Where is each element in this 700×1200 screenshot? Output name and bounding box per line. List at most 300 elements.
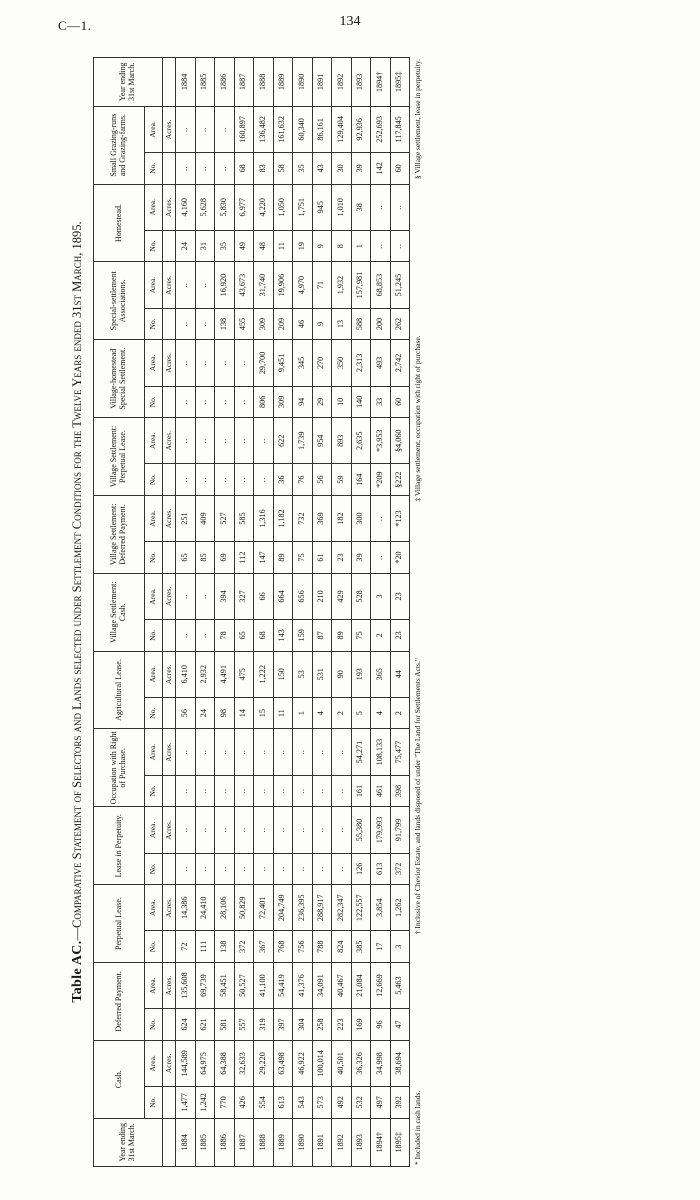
cell-cash-area: 64,975 bbox=[195, 1040, 215, 1086]
cell-ssa-no: 309 bbox=[254, 308, 274, 340]
cell-cash-area: 100,014 bbox=[312, 1040, 332, 1086]
cell-leaseperp-area: 91,799 bbox=[390, 807, 410, 853]
cell-perpetual-no: 768 bbox=[273, 931, 293, 963]
cell-vhs-no: 94 bbox=[293, 386, 313, 418]
cell-leaseperp-no: 613 bbox=[371, 853, 391, 885]
cell-vsd-no: 89 bbox=[273, 542, 293, 574]
cell-vsp-no: .. bbox=[176, 464, 196, 496]
table-footnotes bbox=[413, 57, 422, 1167]
cell-homestead-no: 8 bbox=[332, 230, 352, 262]
cell-homestead-no: .. bbox=[390, 230, 410, 262]
cell-perpetual-area: 24,410 bbox=[195, 885, 215, 931]
cell-agri-no: 24 bbox=[195, 697, 215, 729]
cell-vhs-area: 350 bbox=[332, 340, 352, 386]
cell-orp-no: .. bbox=[176, 775, 196, 807]
cell-vhs-no: .. bbox=[234, 386, 254, 418]
cell-vhs-area: .. bbox=[215, 340, 235, 386]
row-year-start: 1885 bbox=[195, 1118, 215, 1166]
cell-vsc-no: 89 bbox=[332, 620, 352, 652]
cell-vsp-area: 954 bbox=[312, 418, 332, 464]
cell-leaseperp-no: .. bbox=[293, 853, 313, 885]
cell-vsc-area: 66 bbox=[254, 573, 274, 619]
cell-leaseperp-area: 55,380 bbox=[351, 807, 371, 853]
cell-vsd-no: 112 bbox=[234, 542, 254, 574]
cell-orp-area: .. bbox=[215, 729, 235, 775]
cell-deferred-no: 581 bbox=[215, 1009, 235, 1041]
cell-vsp-area: §4,060 bbox=[390, 418, 410, 464]
cell-orp-no: .. bbox=[234, 775, 254, 807]
cell-vsp-no: .. bbox=[234, 464, 254, 496]
units-cell bbox=[163, 931, 176, 963]
cell-vhs-no: 806 bbox=[254, 386, 274, 418]
cell-deferred-area: 40,467 bbox=[332, 962, 352, 1008]
cell-sgr-area: 117,845 bbox=[390, 106, 410, 152]
cell-vhs-area: 345 bbox=[293, 340, 313, 386]
cell-perpetual-no: 138 bbox=[215, 931, 235, 963]
cell-homestead-area: .. bbox=[390, 184, 410, 230]
cell-vhs-area: 9,451 bbox=[273, 340, 293, 386]
row-year-end: 1888 bbox=[254, 58, 274, 107]
cell-homestead-area: .. bbox=[371, 184, 391, 230]
cell-vsc-no: 23 bbox=[390, 620, 410, 652]
table-row bbox=[254, 58, 274, 1167]
cell-cash-no: 770 bbox=[215, 1087, 235, 1119]
cell-vsd-area: 732 bbox=[293, 495, 313, 541]
cell-homestead-no: 11 bbox=[273, 230, 293, 262]
col-cash-area: Area. bbox=[145, 1040, 163, 1086]
cell-homestead-area: 1,751 bbox=[293, 184, 313, 230]
cell-leaseperp-no: .. bbox=[234, 853, 254, 885]
cell-vsp-area: .. bbox=[176, 418, 196, 464]
units-cell bbox=[163, 386, 176, 418]
cell-vsc-no: 75 bbox=[351, 620, 371, 652]
cell-vhs-no: 309 bbox=[273, 386, 293, 418]
col-deferred-no: No. bbox=[145, 1009, 163, 1041]
row-year-start: 1893 bbox=[351, 1118, 371, 1166]
cell-vsd-no: 85 bbox=[195, 542, 215, 574]
cell-agri-area: 4,491 bbox=[215, 651, 235, 697]
cell-cash-area: 34,998 bbox=[371, 1040, 391, 1086]
cell-deferred-area: 21,084 bbox=[351, 962, 371, 1008]
cell-cash-area: 64,388 bbox=[215, 1040, 235, 1086]
cell-leaseperp-no: .. bbox=[312, 853, 332, 885]
cell-orp-area: .. bbox=[312, 729, 332, 775]
cell-agri-area: 1,222 bbox=[254, 651, 274, 697]
cell-homestead-area: 6,977 bbox=[234, 184, 254, 230]
cell-vsc-area: 429 bbox=[332, 573, 352, 619]
cell-vsp-no: .. bbox=[195, 464, 215, 496]
col-vsd-no: No. bbox=[145, 542, 163, 574]
cell-perpetual-area: 50,829 bbox=[234, 885, 254, 931]
cell-vhs-area: 2,742 bbox=[390, 340, 410, 386]
row-year-end: 1886 bbox=[215, 58, 235, 107]
cell-vhs-no: .. bbox=[176, 386, 196, 418]
cell-leaseperp-no: .. bbox=[254, 853, 274, 885]
cell-sgr-area: 161,632 bbox=[273, 106, 293, 152]
units-cell bbox=[163, 464, 176, 496]
cell-perpetual-area: 288,917 bbox=[312, 885, 332, 931]
cell-orp-area: .. bbox=[234, 729, 254, 775]
cell-vsd-area: .. bbox=[371, 495, 391, 541]
cell-cash-area: 63,498 bbox=[273, 1040, 293, 1086]
cell-orp-no: .. bbox=[273, 775, 293, 807]
cell-vsc-area: 394 bbox=[215, 573, 235, 619]
cell-deferred-no: 258 bbox=[312, 1009, 332, 1041]
cell-vhs-no: 29 bbox=[312, 386, 332, 418]
cell-vsp-no: *209 bbox=[371, 464, 391, 496]
cell-ssa-no: 209 bbox=[273, 308, 293, 340]
cell-perpetual-no: 756 bbox=[293, 931, 313, 963]
cell-orp-no: .. bbox=[254, 775, 274, 807]
units-cell: Acres. bbox=[163, 573, 176, 619]
cell-orp-area: .. bbox=[195, 729, 215, 775]
cell-vhs-area: 29,700 bbox=[254, 340, 274, 386]
table-row bbox=[390, 58, 410, 1167]
cell-agri-no: 5 bbox=[351, 697, 371, 729]
units-cell bbox=[163, 230, 176, 262]
cell-vsd-no: 69 bbox=[215, 542, 235, 574]
col-orp-no: No. bbox=[145, 775, 163, 807]
cell-ssa-no: 46 bbox=[293, 308, 313, 340]
col-group-agricultural-lease: Agricultural Lease. bbox=[94, 651, 145, 729]
cell-vhs-area: .. bbox=[195, 340, 215, 386]
cell-homestead-no: 19 bbox=[293, 230, 313, 262]
cell-ssa-area: 19,906 bbox=[273, 262, 293, 308]
cell-leaseperp-no: .. bbox=[215, 853, 235, 885]
cell-sgr-area: .. bbox=[176, 106, 196, 152]
cell-vsc-no: .. bbox=[195, 620, 215, 652]
row-year-start: 1887 bbox=[234, 1118, 254, 1166]
units-cell bbox=[163, 1009, 176, 1041]
cell-orp-no: .. bbox=[332, 775, 352, 807]
col-group-homestead: Homestead. bbox=[94, 184, 145, 262]
cell-vsp-area: .. bbox=[254, 418, 274, 464]
col-orp-area: Area. bbox=[145, 729, 163, 775]
cell-ssa-area: 1,932 bbox=[332, 262, 352, 308]
row-year-end: 1890 bbox=[293, 58, 313, 107]
units-cell: Acres. bbox=[163, 962, 176, 1008]
col-vhs-no: No. bbox=[145, 386, 163, 418]
cell-leaseperp-no: .. bbox=[195, 853, 215, 885]
cell-ssa-area: 71 bbox=[312, 262, 332, 308]
cell-vhs-no: 10 bbox=[332, 386, 352, 418]
cell-homestead-no: .. bbox=[371, 230, 391, 262]
cell-ssa-no: .. bbox=[195, 308, 215, 340]
units-cell: Acres. bbox=[163, 729, 176, 775]
col-homestead-area: Area. bbox=[145, 184, 163, 230]
cell-ssa-no: 200 bbox=[371, 308, 391, 340]
cell-perpetual-area: 72,401 bbox=[254, 885, 274, 931]
table-row bbox=[332, 58, 352, 1167]
cell-perpetual-area: 204,749 bbox=[273, 885, 293, 931]
footnote-4: § Village settlement, lease in perpetuity. bbox=[413, 59, 422, 179]
cell-vsd-no: *20 bbox=[390, 542, 410, 574]
cell-homestead-area: 4,160 bbox=[176, 184, 196, 230]
cell-ssa-no: 262 bbox=[390, 308, 410, 340]
cell-orp-area: .. bbox=[273, 729, 293, 775]
col-agri-area: Area. bbox=[145, 651, 163, 697]
row-year-end: 1895‡ bbox=[390, 58, 410, 107]
row-year-end: 1889 bbox=[273, 58, 293, 107]
table-row bbox=[371, 58, 391, 1167]
cell-deferred-no: 397 bbox=[273, 1009, 293, 1041]
cell-ssa-no: 455 bbox=[234, 308, 254, 340]
cell-vsc-area: 528 bbox=[351, 573, 371, 619]
cell-vsd-no: .. bbox=[371, 542, 391, 574]
table-row bbox=[312, 58, 332, 1167]
cell-leaseperp-area: .. bbox=[195, 807, 215, 853]
cell-homestead-no: 35 bbox=[215, 230, 235, 262]
cell-homestead-area: 945 bbox=[312, 184, 332, 230]
cell-leaseperp-area: .. bbox=[254, 807, 274, 853]
footnote-3: ‡ Village settlement, occupation with right of purchase. bbox=[413, 335, 422, 502]
cell-cash-no: 532 bbox=[351, 1087, 371, 1119]
cell-cash-no: 1,477 bbox=[176, 1087, 196, 1119]
cell-cash-no: 392 bbox=[390, 1087, 410, 1119]
cell-vhs-no: 140 bbox=[351, 386, 371, 418]
col-group-perpetual-lease: Perpetual Lease. bbox=[94, 885, 145, 963]
units-cell: Acres. bbox=[163, 106, 176, 152]
units-cell: Acres. bbox=[163, 495, 176, 541]
cell-vsc-area: 23 bbox=[390, 573, 410, 619]
cell-cash-area: 36,326 bbox=[351, 1040, 371, 1086]
cell-vhs-no: 33 bbox=[371, 386, 391, 418]
cell-deferred-area: 69,739 bbox=[195, 962, 215, 1008]
cell-vsp-no: 59 bbox=[332, 464, 352, 496]
cell-cash-area: 29,220 bbox=[254, 1040, 274, 1086]
cell-ssa-area: 51,245 bbox=[390, 262, 410, 308]
cell-cash-no: 613 bbox=[273, 1087, 293, 1119]
header-group-row bbox=[94, 58, 145, 1167]
cell-deferred-area: 12,669 bbox=[371, 962, 391, 1008]
cell-vsp-no: 56 bbox=[312, 464, 332, 496]
units-cell bbox=[163, 620, 176, 652]
cell-agri-no: 2 bbox=[332, 697, 352, 729]
table-body bbox=[163, 58, 410, 1167]
cell-vsc-no: 87 bbox=[312, 620, 332, 652]
cell-deferred-no: 223 bbox=[332, 1009, 352, 1041]
cell-deferred-area: 34,091 bbox=[312, 962, 332, 1008]
cell-leaseperp-no: 372 bbox=[390, 853, 410, 885]
cell-sgr-area: .. bbox=[195, 106, 215, 152]
cell-vsp-area: .. bbox=[195, 418, 215, 464]
cell-vsd-area: 369 bbox=[312, 495, 332, 541]
col-group-deferred-payment: Deferred Payment. bbox=[94, 962, 145, 1040]
col-vsc-no: No. bbox=[145, 620, 163, 652]
cell-homestead-area: 38 bbox=[351, 184, 371, 230]
cell-vsp-area: .. bbox=[215, 418, 235, 464]
cell-vhs-area: .. bbox=[176, 340, 196, 386]
cell-perpetual-no: 367 bbox=[254, 931, 274, 963]
cell-homestead-area: 1,010 bbox=[332, 184, 352, 230]
cell-vsp-area: 2,635 bbox=[351, 418, 371, 464]
cell-sgr-area: .. bbox=[215, 106, 235, 152]
units-cell: Acres. bbox=[163, 807, 176, 853]
cell-homestead-area: 5,830 bbox=[215, 184, 235, 230]
cell-deferred-no: 304 bbox=[293, 1009, 313, 1041]
units-cell bbox=[163, 308, 176, 340]
cell-homestead-area: 5,628 bbox=[195, 184, 215, 230]
cell-vsc-no: .. bbox=[176, 620, 196, 652]
cell-agri-area: 365 bbox=[371, 651, 391, 697]
cell-orp-no: .. bbox=[195, 775, 215, 807]
cell-deferred-no: 169 bbox=[351, 1009, 371, 1041]
cell-agri-area: 44 bbox=[390, 651, 410, 697]
col-group-village-settlement-perpetual: Village Settlement: Perpetual Lease. bbox=[94, 418, 145, 496]
cell-leaseperp-area: .. bbox=[176, 807, 196, 853]
cell-agri-no: 56 bbox=[176, 697, 196, 729]
units-cell: Acres. bbox=[163, 418, 176, 464]
cell-vsc-area: 664 bbox=[273, 573, 293, 619]
cell-leaseperp-area: .. bbox=[293, 807, 313, 853]
cell-homestead-no: 9 bbox=[312, 230, 332, 262]
table-row bbox=[273, 58, 293, 1167]
cell-deferred-area: 135,608 bbox=[176, 962, 196, 1008]
cell-homestead-no: 49 bbox=[234, 230, 254, 262]
cell-agri-area: 475 bbox=[234, 651, 254, 697]
cell-cash-no: 554 bbox=[254, 1087, 274, 1119]
cell-agri-no: 1 bbox=[293, 697, 313, 729]
cell-agri-no: 98 bbox=[215, 697, 235, 729]
cell-orp-no: .. bbox=[215, 775, 235, 807]
cell-sgr-area: 60,340 bbox=[293, 106, 313, 152]
cell-deferred-area: 41,376 bbox=[293, 962, 313, 1008]
units-cell: Acres. bbox=[163, 1040, 176, 1086]
cell-vsp-no: .. bbox=[215, 464, 235, 496]
table-title bbox=[70, 57, 86, 1167]
cell-homestead-area: 4,220 bbox=[254, 184, 274, 230]
cell-leaseperp-no: .. bbox=[273, 853, 293, 885]
col-sgr-area: Area. bbox=[145, 106, 163, 152]
units-cell bbox=[163, 1118, 176, 1166]
cell-sgr-no: .. bbox=[195, 153, 215, 185]
cell-vsc-area: 210 bbox=[312, 573, 332, 619]
row-year-start: 1889 bbox=[273, 1118, 293, 1166]
col-ssa-area: Area. bbox=[145, 262, 163, 308]
cell-perpetual-no: 3 bbox=[390, 931, 410, 963]
row-year-start: 1884 bbox=[176, 1118, 196, 1166]
cell-sgr-area: 160,897 bbox=[234, 106, 254, 152]
cell-leaseperp-no: .. bbox=[176, 853, 196, 885]
cell-vhs-area: 2,313 bbox=[351, 340, 371, 386]
cell-perpetual-no: 111 bbox=[195, 931, 215, 963]
col-group-special-settlement-assoc: Special-settlement Associations. bbox=[94, 262, 145, 340]
cell-cash-no: 1,242 bbox=[195, 1087, 215, 1119]
cell-sgr-no: 43 bbox=[312, 153, 332, 185]
cell-orp-area: .. bbox=[254, 729, 274, 775]
units-cell bbox=[163, 58, 176, 107]
settlement-statistics-table bbox=[93, 57, 410, 1167]
cell-vsd-area: 1,316 bbox=[254, 495, 274, 541]
cell-vsp-no: §222 bbox=[390, 464, 410, 496]
units-row bbox=[163, 58, 176, 1167]
cell-cash-no: 426 bbox=[234, 1087, 254, 1119]
cell-vsd-area: 527 bbox=[215, 495, 235, 541]
col-group-cash: Cash. bbox=[94, 1040, 145, 1118]
cell-agri-no: 4 bbox=[371, 697, 391, 729]
cell-ssa-no: 9 bbox=[312, 308, 332, 340]
cell-deferred-no: 621 bbox=[195, 1009, 215, 1041]
cell-deferred-area: 5,463 bbox=[390, 962, 410, 1008]
cell-leaseperp-area: .. bbox=[215, 807, 235, 853]
col-leaseperp-no: No. bbox=[145, 853, 163, 885]
cell-perpetual-no: 385 bbox=[351, 931, 371, 963]
cell-perpetual-area: 3,854 bbox=[371, 885, 391, 931]
cell-perpetual-area: 1,262 bbox=[390, 885, 410, 931]
row-year-end: 1892 bbox=[332, 58, 352, 107]
cell-agri-area: 193 bbox=[351, 651, 371, 697]
cell-agri-no: 2 bbox=[390, 697, 410, 729]
cell-vsc-area: 656 bbox=[293, 573, 313, 619]
units-cell bbox=[163, 697, 176, 729]
col-group-village-settlement-cash: Village Settlement: Cash. bbox=[94, 573, 145, 651]
table-row bbox=[293, 58, 313, 1167]
cell-vsp-area: 622 bbox=[273, 418, 293, 464]
cell-ssa-area: 68,853 bbox=[371, 262, 391, 308]
col-perpetual-no: No. bbox=[145, 931, 163, 963]
row-year-start: 1895‡ bbox=[390, 1118, 410, 1166]
col-group-lease-in-perpetuity: Lease in Perpetuity. bbox=[94, 807, 145, 885]
units-cell bbox=[163, 153, 176, 185]
col-group-small-grazing-runs: Small Grazing-runs and Grazing-farms. bbox=[94, 106, 145, 184]
cell-cash-no: 497 bbox=[371, 1087, 391, 1119]
cell-orp-no: 398 bbox=[390, 775, 410, 807]
row-year-end: 1893 bbox=[351, 58, 371, 107]
cell-ssa-area: 16,920 bbox=[215, 262, 235, 308]
cell-vsd-no: 61 bbox=[312, 542, 332, 574]
cell-sgr-area: 252,693 bbox=[371, 106, 391, 152]
table-row bbox=[176, 58, 196, 1167]
cell-perpetual-no: 372 bbox=[234, 931, 254, 963]
cell-orp-area: 75,477 bbox=[390, 729, 410, 775]
cell-agri-area: 2,932 bbox=[195, 651, 215, 697]
cell-vsc-no: 78 bbox=[215, 620, 235, 652]
cell-ssa-area: 31,740 bbox=[254, 262, 274, 308]
cell-vsc-no: 143 bbox=[273, 620, 293, 652]
cell-perpetual-area: 236,395 bbox=[293, 885, 313, 931]
units-cell bbox=[163, 853, 176, 885]
cell-vsd-area: 409 bbox=[195, 495, 215, 541]
table-header bbox=[94, 58, 163, 1167]
cell-vsp-no: 76 bbox=[293, 464, 313, 496]
cell-ssa-no: 13 bbox=[332, 308, 352, 340]
col-agri-no: No. bbox=[145, 697, 163, 729]
cell-ssa-area: 157,981 bbox=[351, 262, 371, 308]
table-row bbox=[215, 58, 235, 1167]
cell-vsd-area: 251 bbox=[176, 495, 196, 541]
col-group-village-settlement-deferred: Village Settlement: Deferred Payment. bbox=[94, 495, 145, 573]
row-year-start: 1891 bbox=[312, 1118, 332, 1166]
col-group-village-homestead-special: Village-homestead Special Settlement. bbox=[94, 340, 145, 418]
units-cell bbox=[163, 542, 176, 574]
cell-perpetual-area: 14,386 bbox=[176, 885, 196, 931]
footnote-1: * Included in cash lands. bbox=[413, 1090, 422, 1165]
col-perpetual-area: Area. bbox=[145, 885, 163, 931]
col-vsd-area: Area. bbox=[145, 495, 163, 541]
cell-agri-area: 531 bbox=[312, 651, 332, 697]
cell-sgr-no: 68 bbox=[234, 153, 254, 185]
header-sub-row bbox=[145, 58, 163, 1167]
cell-sgr-no: 60 bbox=[390, 153, 410, 185]
cell-deferred-area: 54,419 bbox=[273, 962, 293, 1008]
cell-orp-area: .. bbox=[332, 729, 352, 775]
cell-agri-no: 4 bbox=[312, 697, 332, 729]
cell-vsc-no: 2 bbox=[371, 620, 391, 652]
cell-ssa-area: .. bbox=[195, 262, 215, 308]
row-year-start: 1888 bbox=[254, 1118, 274, 1166]
cell-cash-area: 32,633 bbox=[234, 1040, 254, 1086]
col-group-occupation-right-purchase: Occupation with Right of Purchase. bbox=[94, 729, 145, 807]
